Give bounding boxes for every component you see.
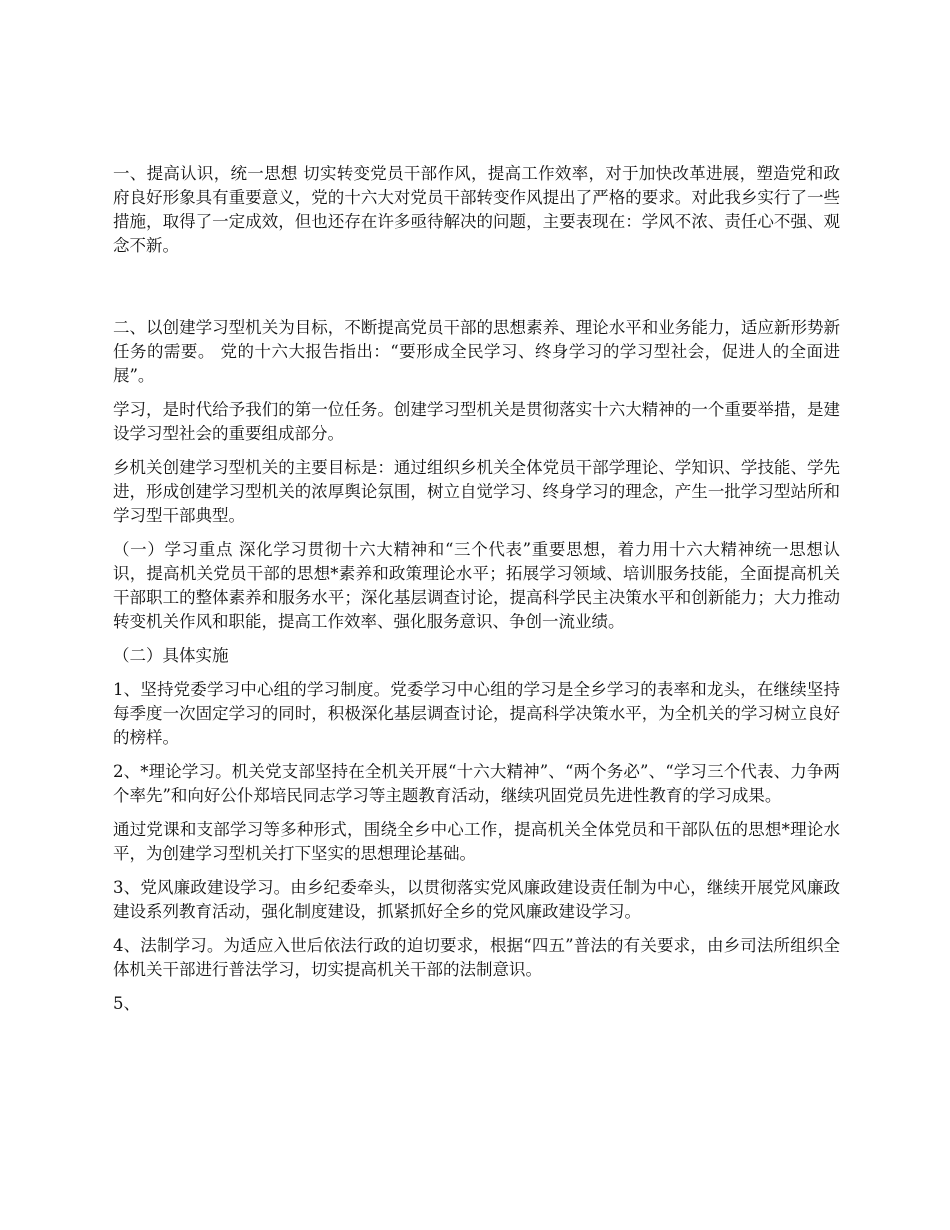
paragraph-item-1: 1、坚持党委学习中心组的学习制度。党委学习中心组的学习是全乡学习的表率和龙头，在继续坚持每季度一次固定学习的同时，积极深化基层调查讨论，提高科学决策水平，为全机关的学习树立良好的榜样。 [113,680,840,747]
paragraph-item-2-continued: 通过党课和支部学习等多种形式，围绕全乡中心工作，提高机关全体党员和干部队伍的思想*理论水平，为创建学习型机关打下坚实的思想理论基础。 [113,820,840,863]
paragraph-implementation-heading: （二）具体实施 [113,646,229,665]
paragraph-main-goal: 乡机关创建学习型机关的主要目标是：通过组织乡机关全体党员干部学理论、学知识、学技能、学先进，形成创建学习型机关的浓厚舆论氛围，树立自觉学习、终身学习的理念，产生一批学习型站所和学习型干部典型。 [113,458,840,525]
paragraph-item-5: 5、 [113,994,140,1013]
paragraph-learning-focus: （一）学习重点 深化学习贯彻十六大精神和“三个代表”重要思想，着力用十六大精神统一思想认识，提高机关党员干部的思想*素养和政策理论水平；拓展学习领域、培训服务技能，全面提高机关干部职工的整体素养和服务水平；深化基层调查讨论，提高科学民主决策水平和创新能力；大力推动转变机关作风和职能，提高工作效率、强化服务意识、争创一流业绩。 [113,540,840,631]
paragraph-learning-task: 学习，是时代给予我们的第一位任务。创建学习型机关是贯彻落实十六大精神的一个重要举措，是建设学习型社会的重要组成部分。 [113,400,840,443]
paragraph-section-1: 一、提高认识，统一思想 切实转变党员干部作风，提高工作效率，对于加快改革进展，塑造党和政府良好形象具有重要意义，党的十六大对党员干部转变作风提出了严格的要求。对此我乡实行了一些措施，取得了一定成效，但也还存在许多亟待解决的问题，主要表现在：学风不浓、责任心不强、观念不新。 [113,164,840,255]
paragraph-item-2: 2、*理论学习。机关党支部坚持在全机关开展“十六大精神”、“两个务必”、“学习三个代表、力争两个率先”和向好公仆郑培民同志学习等主题教育活动，继续巩固党员先进性教育的学习成果。 [113,762,840,805]
paragraph-item-3: 3、党风廉政建设学习。由乡纪委牵头，以贯彻落实党风廉政建设责任制为中心，继续开展党风廉政建设系列教育活动，强化制度建设，抓紧抓好全乡的党风廉政建设学习。 [113,878,840,921]
paragraph-item-4: 4、法制学习。为适应入世后依法行政的迫切要求，根据“四五”普法的有关要求，由乡司法所组织全体机关干部进行普法学习，切实提高机关干部的法制意识。 [113,936,840,979]
paragraph-section-2: 二、以创建学习型机关为目标，不断提高党员干部的思想素养、理论水平和业务能力，适应新形势新任务的需要。 党的十六大报告指出：“要形成全民学习、终身学习的学习型社会，促进人的全面进展”。 [113,318,840,385]
document-body [113,162,840,1026]
